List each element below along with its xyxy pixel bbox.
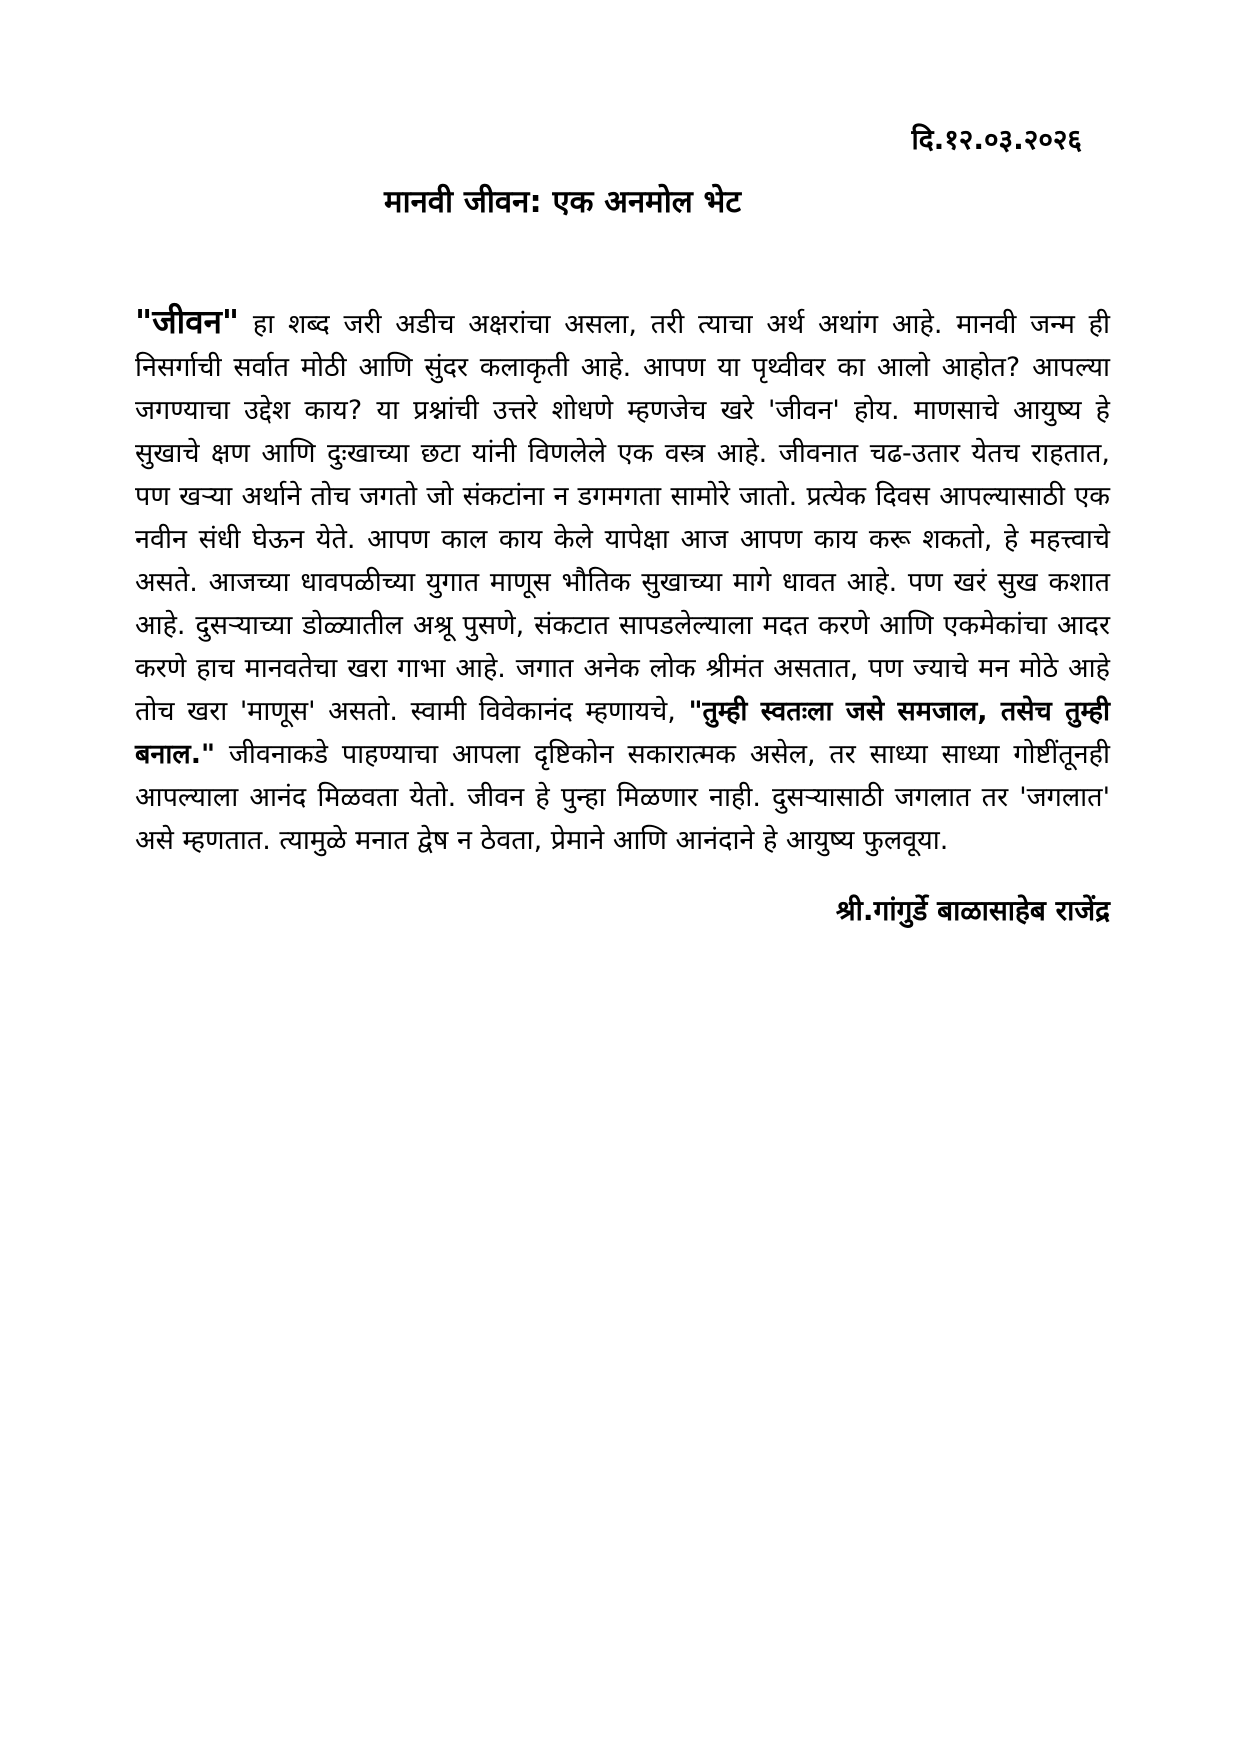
essay-paragraph <box>135 300 1110 862</box>
essay-lead-word: "जीवन" <box>135 302 240 341</box>
essay-quote: "तुम्ही स्वतःला जसे समजाल, तसेच तुम्ही बनाल." <box>135 696 1110 770</box>
author-signature: श्री.गांगुर्डे बाळासाहेब राजेंद्र <box>835 894 1110 927</box>
document-date: दि.१२.०३.२०२६ <box>911 123 1082 156</box>
essay-segment-1: हा शब्द जरी अडीच अक्षरांचा असला, तरी त्याचा अर्थ अथांग आहे. मानवी जन्म ही निसर्गाची सर्वात मोठी आणि सुंदर कलाकृती आहे. आपण या पृथ्वीवर का आलो आहोत? आपल्या जगण्याचा उद्देश काय? या प्रश्नांची उत्तरे शोधणे म्हणजेच खरे 'जीवन' होय. माणसाचे आयुष्य हे सुखाचे क्षण आणि दुःखाच्या छटा यांनी विणलेले एक वस्त्र आहे. जीवनात चढ-उतार येतच राहतात, पण खऱ्या अर्थाने तोच जगतो जो संकटांना न डगमगता सामोरे जातो. प्रत्येक दिवस आपल्यासाठी एक नवीन संधी घेऊन येते. आपण काल काय केले यापेक्षा आज आपण काय करू शकतो, हे महत्त्वाचे असते. आजच्या धावपळीच्या युगात माणूस भौतिक सुखाच्या मागे धावत आहे. पण खरं सुख कशात आहे. दुसऱ्याच्या डोळ्यातील अश्रू पुसणे, संकटात सापडलेल्याला मदत करणे आणि एकमेकांचा आदर करणे हाच मानवतेचा खरा गाभा आहे. जगात अनेक लोक श्रीमंत असतात, पण ज्याचे मन मोठे आहे तोच खरा 'माणूस' असतो. स्वामी विवेकानंद म्हणायचे, <box>135 309 1110 727</box>
document-title: मानवी जीवन: एक अनमोल भेट <box>384 184 741 220</box>
essay-segment-2: जीवनाकडे पाहण्याचा आपला दृष्टिकोन सकारात्मक असेल, तर साध्या साध्या गोष्टींतूनही आपल्याला आनंद मिळवता येतो. जीवन हे पुन्हा मिळणार नाही. दुसऱ्यासाठी जगलात तर 'जगलात' असे म्हणतात. त्यामुळे मनात द्वेष न ठेवता, प्रेमाने आणि आनंदाने हे आयुष्य फुलवूया. <box>135 739 1110 856</box>
